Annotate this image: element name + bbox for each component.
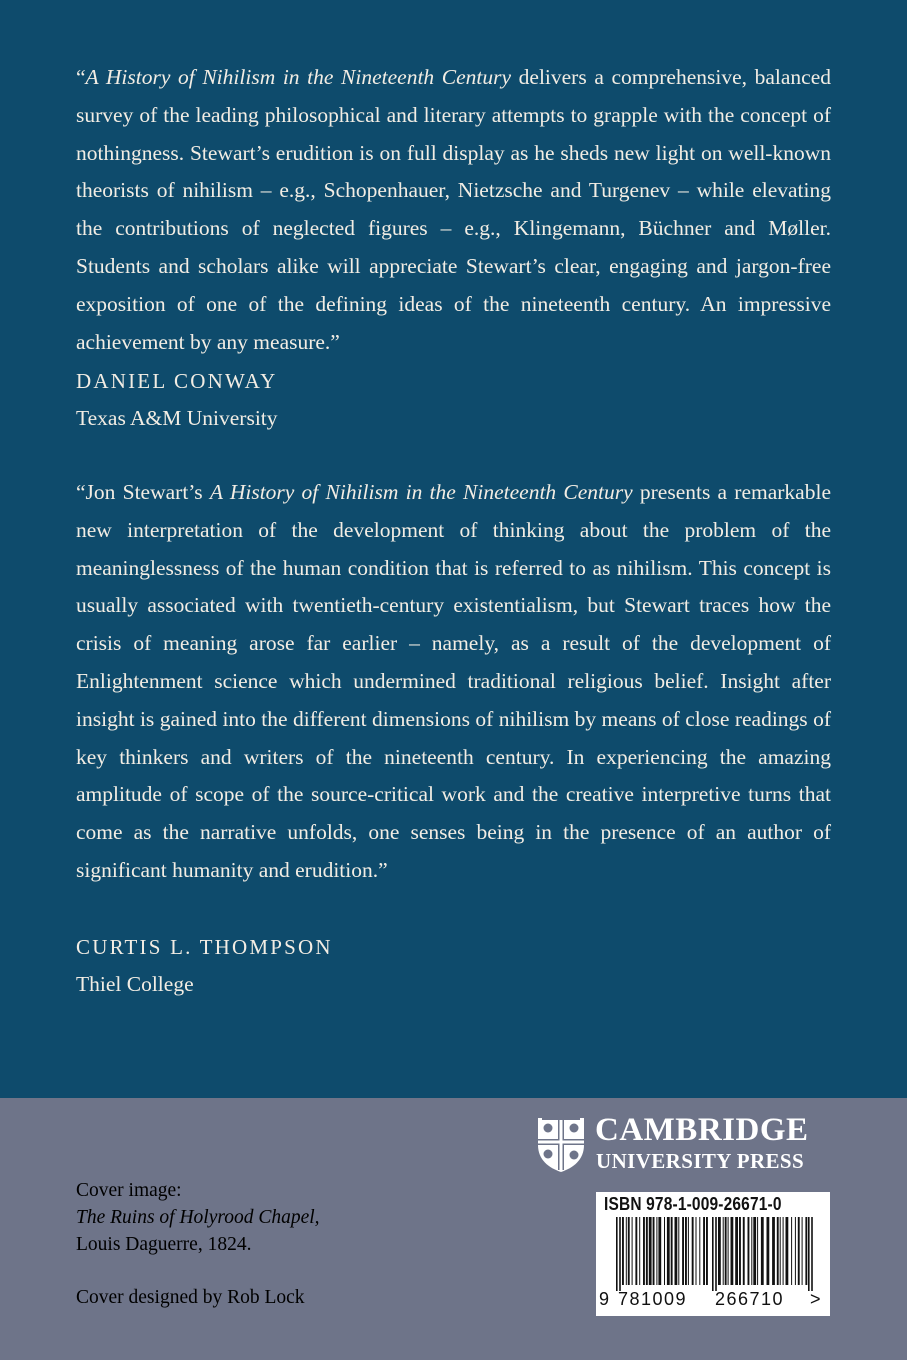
barcode-bar	[688, 1217, 689, 1285]
barcode-bar	[682, 1217, 684, 1285]
barcode-bar	[743, 1217, 745, 1285]
review-2-author: CURTIS L. THOMPSON	[76, 935, 333, 959]
publisher-logo	[535, 1112, 835, 1174]
barcode-bar	[685, 1217, 687, 1285]
review-1-author: DANIEL CONWAY	[76, 369, 278, 393]
barcode-bar	[805, 1217, 807, 1285]
review-1-body: delivers a comprehensive, balanced survey of the leading philosophical and literary attempts to grapple with the concept of nothingness. Stewart’s erudition is on full display as he sheds new light on well-known theorists of nihilism – e.g., Schopenhauer, Nietzsche and Turgenev – while elevating the contributions of neglected figures – e.g., Klingemann, Büchner and Møller. Students and scholars alike will appreciate Stewart’s clear, engaging and jargon-free exposition of one of the defining ideas of the nineteenth century. An impressive achievement by any measure.”	[76, 65, 831, 354]
barcode-bar	[653, 1217, 655, 1285]
barcode-bar	[635, 1217, 637, 1285]
barcode-bar	[678, 1217, 679, 1285]
barcode-bar	[739, 1217, 741, 1285]
barcode-bar	[658, 1217, 661, 1285]
barcode-bar	[628, 1217, 630, 1285]
barcode-bar	[723, 1217, 724, 1285]
barcode-guard-bar	[808, 1217, 810, 1291]
barcode-guard-bar	[811, 1217, 813, 1291]
barcode-bar	[772, 1217, 775, 1285]
barcode-bar	[753, 1217, 756, 1285]
barcode-bar	[731, 1217, 734, 1285]
review-1-text	[76, 59, 831, 361]
barcode-bar	[639, 1217, 640, 1285]
barcode-bar	[761, 1217, 764, 1285]
publisher-name: CAMBRIDGE	[595, 1112, 809, 1148]
open-quote: “	[76, 65, 86, 89]
review-2-lead: “Jon Stewart’s	[76, 480, 210, 504]
barcode-bar	[703, 1217, 705, 1285]
barcode-bar	[748, 1217, 750, 1285]
barcode-guard-bar	[712, 1217, 714, 1291]
barcode-first-digit: 9	[599, 1289, 611, 1309]
barcode-bar	[626, 1217, 627, 1285]
cover-image-title: The Ruins of Holyrood Chapel,	[76, 1207, 320, 1228]
barcode-bar	[692, 1217, 694, 1285]
cover-designer: Cover designed by Rob Lock	[76, 1287, 305, 1308]
barcode-guard-bar	[715, 1217, 717, 1291]
review-2-institution: Thiel College	[76, 972, 194, 996]
isbn-label: ISBN 978-1-009-26671-0	[604, 1194, 782, 1214]
barcode-bar	[757, 1217, 758, 1285]
barcode-bar	[783, 1217, 784, 1285]
barcode-bar	[728, 1217, 729, 1285]
book-title-italic: A History of Nihilism in the Nineteenth Century	[85, 65, 512, 89]
barcode-bar	[643, 1217, 645, 1285]
barcode-bar	[780, 1217, 781, 1285]
barcode-bar	[786, 1217, 789, 1285]
barcode-bar	[622, 1217, 624, 1285]
barcode-bar	[656, 1217, 657, 1285]
barcode-bar	[751, 1217, 752, 1285]
barcode-bar	[706, 1217, 708, 1285]
barcode-bar	[735, 1217, 738, 1285]
barcode-bar	[718, 1217, 721, 1285]
barcode-bar	[798, 1217, 800, 1285]
review-2-text	[76, 474, 831, 890]
barcode-bar	[699, 1217, 700, 1285]
book-title-italic: A History of Nihilism in the Nineteenth Century	[209, 480, 633, 504]
barcode-box	[596, 1192, 830, 1316]
barcode-guard-bar	[616, 1217, 618, 1291]
barcode-right-digits: 266710	[715, 1289, 785, 1309]
barcode-bar	[791, 1217, 792, 1285]
review-2-body: presents a remarkable new interpretation of the development of thinking about the problem of the meaninglessness of the human condition that is referred to as nihilism. This concept is usually associated with twentieth-century existentialism, but Stewart traces how the crisis of meaning arose far earlier – namely, as a result of the development of Enlightenment science which undermined traditional religious belief. Insight after insight is gained into the different dimensions of nihilism by means of close readings of key thinkers and writers of the nineteenth century. In experiencing the amazing amplitude of scope of the source-critical work and the creative interpretive turns that come as the narrative unfolds, one senses being in the presence of an author of significant humanity and erudition.”	[76, 480, 831, 882]
review-1-institution: Texas A&M University	[76, 406, 278, 430]
barcode-bar	[646, 1217, 648, 1285]
barcode-bar	[795, 1217, 796, 1285]
barcode-bar	[632, 1217, 633, 1285]
barcode-left-digits: 781009	[618, 1289, 688, 1309]
barcode-bar	[767, 1217, 770, 1285]
barcode-bar	[802, 1217, 803, 1285]
cover-image-artist: Louis Daguerre, 1824.	[76, 1234, 252, 1255]
barcode-bar	[649, 1217, 652, 1285]
barcode-bar	[696, 1217, 697, 1285]
barcode-icon	[602, 1217, 824, 1291]
cover-image-credit	[76, 1177, 320, 1258]
publisher-subtitle: UNIVERSITY PRESS	[596, 1149, 805, 1173]
barcode-arrow: >	[810, 1289, 823, 1309]
barcode-bar	[664, 1217, 665, 1285]
barcode-bar	[725, 1217, 727, 1285]
barcode-bar	[777, 1217, 779, 1285]
barcode-guard-bar	[619, 1217, 621, 1291]
cover-image-label: Cover image:	[76, 1180, 182, 1201]
university-shield-icon	[535, 1115, 587, 1173]
barcode-bar	[671, 1217, 673, 1285]
barcode-bar	[675, 1217, 678, 1285]
barcode-bar	[667, 1217, 670, 1285]
